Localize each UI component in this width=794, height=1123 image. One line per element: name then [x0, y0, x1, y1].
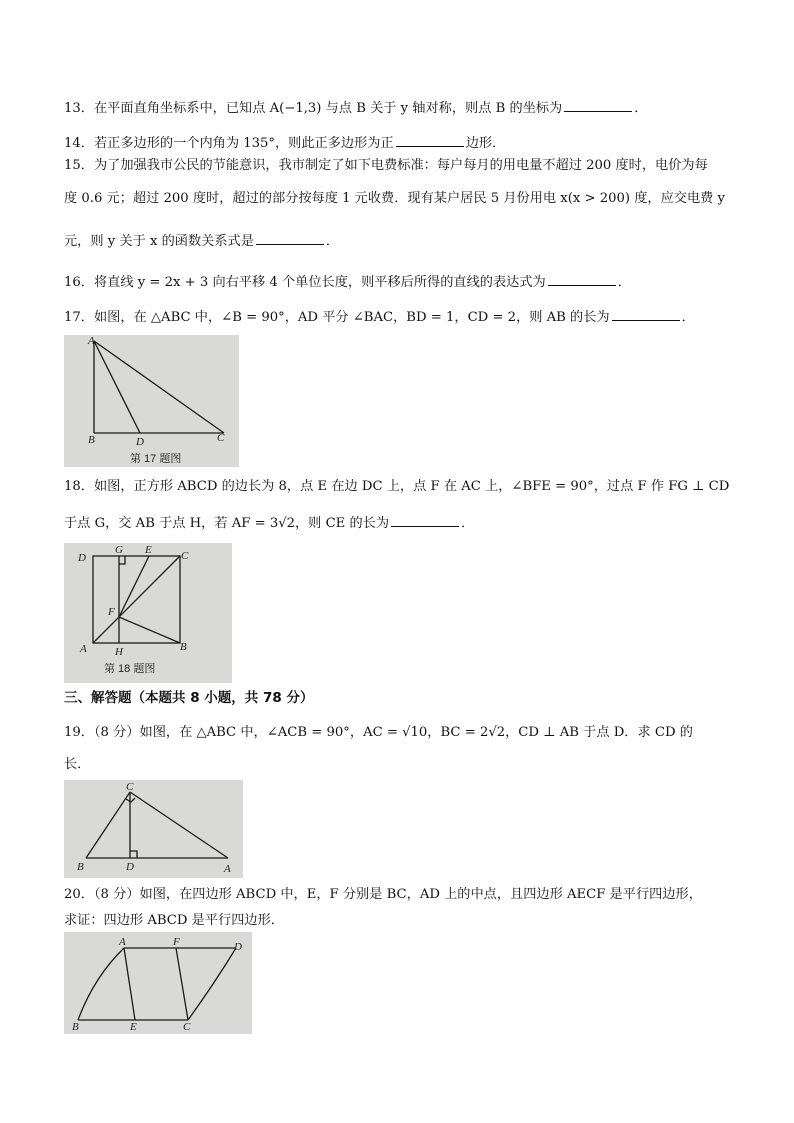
answer-blank-17[interactable] [612, 307, 680, 321]
figure-q17 [64, 335, 239, 467]
question-14-text: 若正多边形的一个内角为 135°，则此正多边形为正 [93, 136, 394, 151]
label-c: C [217, 432, 225, 444]
figure-q19 [64, 780, 243, 878]
question-13-number: 13． [64, 101, 94, 116]
question-17: 17．如图，在 △ABC 中，∠B = 90°，AD 平分 ∠BAC，BD = 1，CD = 2，则 AB 的长为 ． [64, 307, 695, 327]
label-a: A [224, 863, 231, 875]
side-dc [188, 948, 236, 1020]
label-c: C [183, 1021, 191, 1033]
question-18-line-2: 于点 G，交 AB 于点 H，若 AF = 3√2，则 CE 的长为 ． [64, 513, 474, 533]
figure-caption-18: 第 18 题图 [104, 663, 156, 675]
label-d: D [78, 552, 86, 564]
question-19-line-2: 长． [64, 757, 91, 772]
segment-fe [119, 556, 149, 617]
label-b: B [88, 434, 95, 446]
label-h: H [115, 646, 123, 658]
label-c: C [126, 781, 134, 793]
label-b: B [180, 641, 187, 653]
question-15-line-3: 元，则 y 关于 x 的函数关系式是 ． [64, 231, 339, 251]
answer-blank-18[interactable] [391, 513, 459, 527]
label-c: C [181, 550, 189, 562]
question-15-line-1: 15．为了加强我市公民的节能意识，我市制定了如下电费标准：每户每月的用电量不超过 200 度时，电价为每 [64, 158, 708, 173]
question-19-line-1: 19．（8 分）如图，在 △ABC 中，∠ACB = 90°，AC = √10，BC = 2√2，CD ⊥ AB 于点 D．求 CD 的 [64, 725, 693, 740]
section-3-heading: 三、解答题（本题共 8 小题，共 78 分） [64, 690, 314, 706]
answer-blank-16[interactable] [548, 272, 616, 286]
label-d: D [234, 941, 242, 953]
question-15-number: 15． [64, 158, 94, 173]
question-20-line-1: 20．（8 分）如图，在四边形 ABCD 中，E，F 分别是 BC，AD 上的中点，且四边形 AECF 是平行四边形， [64, 887, 702, 902]
right-angle-g [119, 556, 125, 564]
question-13: 13．在平面直角坐标系中，已知点 A(−1,3) 与点 B 关于 y 轴对称，则点 B 的坐标为 ． [64, 98, 647, 118]
answer-blank-15[interactable] [256, 231, 324, 245]
label-a: A [119, 936, 126, 948]
right-angle-d [130, 851, 137, 858]
question-18-line-1: 18．如图，正方形 ABCD 的边长为 8，点 E 在边 DC 上，点 F 在 AC 上，∠BFE = 90°，过点 F 作 FG ⊥ CD [64, 479, 730, 494]
label-e: E [130, 1021, 137, 1033]
figure-q18 [64, 543, 232, 683]
diagonal-ac [93, 556, 180, 643]
question-14-number: 14． [64, 136, 94, 151]
answer-blank-13[interactable] [564, 98, 632, 112]
segment-ac [130, 792, 228, 858]
question-14: 14．若正多边形的一个内角为 135°，则此正多边形为正 边形． [64, 133, 505, 153]
label-a: A [80, 643, 87, 655]
figure-q20 [64, 932, 252, 1034]
question-20-number: 20． [64, 887, 94, 902]
question-15-line-2: 度 0.6 元；超过 200 度时，超过的部分按每度 1 元收费．现有某户居民 5 月份用电 x(x > 200) 度，应交电费 y [64, 191, 726, 206]
question-18-number: 18． [64, 479, 94, 494]
side-ab [78, 948, 124, 1020]
label-d: D [126, 861, 134, 873]
question-17-number: 17． [64, 310, 94, 325]
label-b: B [72, 1021, 79, 1033]
label-d: D [136, 436, 144, 448]
question-13-text: 在平面直角坐标系中，已知点 A(−1,3) 与点 B 关于 y 轴对称，则点 B 的坐标为 [93, 101, 563, 116]
segment-ad [94, 341, 140, 433]
segment-fc [176, 948, 188, 1020]
figure-caption-17: 第 17 题图 [130, 453, 182, 465]
segment-ae [124, 948, 135, 1020]
segment-bc [86, 792, 130, 858]
segment-ac [94, 341, 224, 433]
question-20-line-2: 求证：四边形 ABCD 是平行四边形． [64, 913, 284, 928]
answer-blank-14[interactable] [396, 133, 464, 147]
question-19-number: 19． [64, 725, 94, 740]
label-a: A [88, 335, 95, 347]
question-16: 16．将直线 y = 2x + 3 向右平移 4 个单位长度，则平移后所得的直线的表达式为 ． [64, 272, 631, 292]
label-f: F [108, 606, 115, 618]
segment-fb [119, 617, 180, 643]
label-f: F [173, 936, 180, 948]
label-b: B [77, 861, 84, 873]
label-g: G [115, 544, 123, 556]
question-16-number: 16． [64, 275, 94, 290]
label-e: E [145, 544, 152, 556]
